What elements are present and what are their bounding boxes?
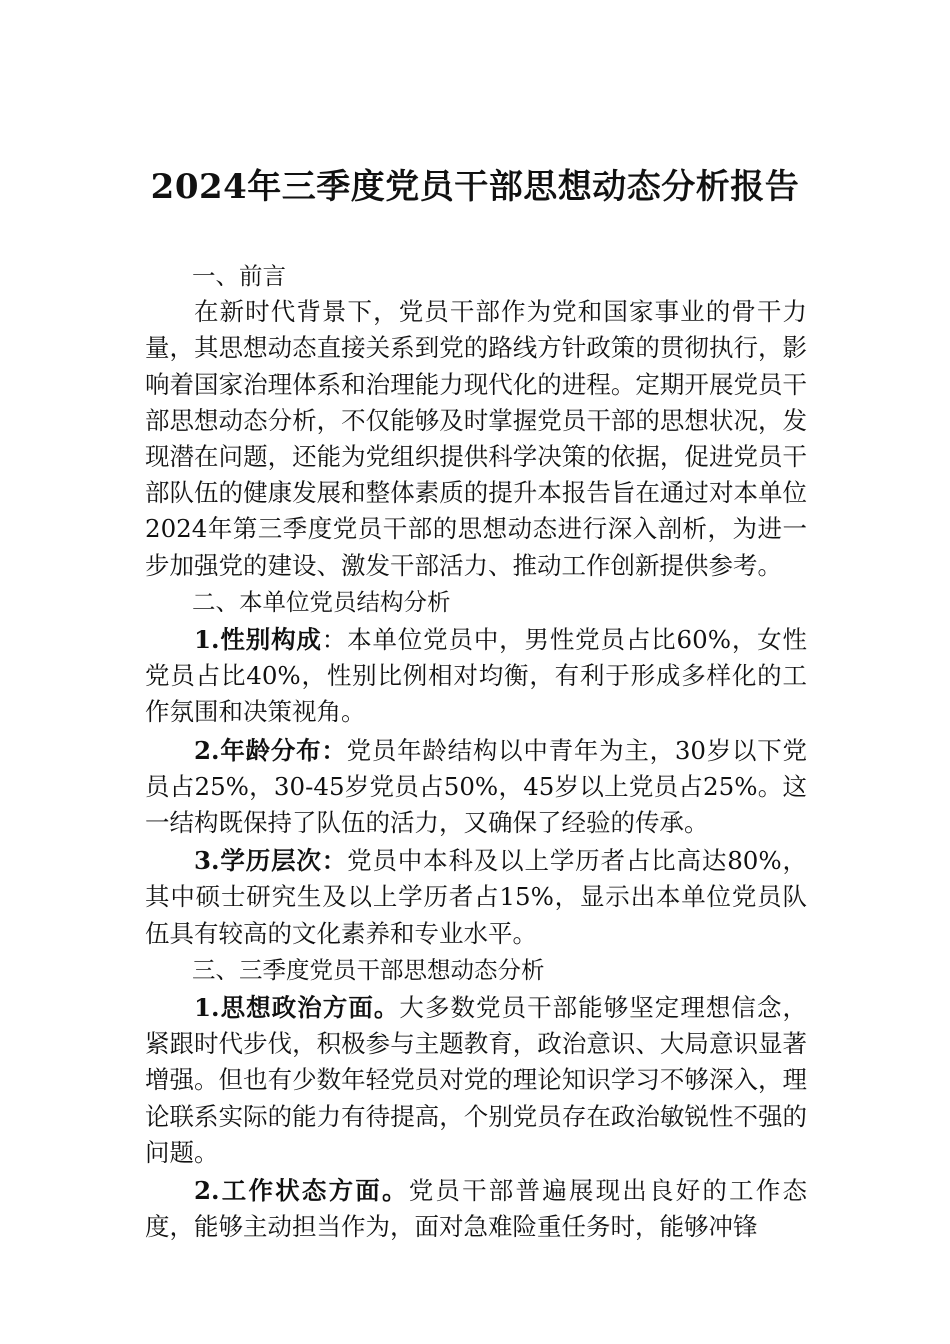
section-heading-intro: 一、前言 [192,262,286,290]
document-title: 2024年三季度党员干部思想动态分析报告 [150,167,800,207]
item-lead: 2.工作状态方面。 [194,1176,409,1206]
section-heading-structure: 二、本单位党员结构分析 [192,587,451,616]
analysis-item-political [145,990,807,1171]
item-text: 党员年龄结构以中青年为主，30岁以下党员占25%，30-45岁党员占50%，45岁以上党员占25%。这一结构既保持了队伍的活力，又确保了经验的传承。 [145,735,807,838]
item-lead: 1.思想政治方面。 [194,993,400,1023]
structure-item-gender [145,622,807,731]
item-text: 党员中本科及以上学历者占比高达80%，其中硕士研究生及以上学历者占15%，显示出本单位党员队伍具有较高的文化素养和专业水平。 [145,846,807,948]
intro-paragraph: 在新时代背景下，党员干部作为党和国家事业的骨干力量，其思想动态直接关系到党的路线方针政策的贯彻执行，影响着国家治理体系和治理能力现代化的进程。定期开展党员干部思想动态分析，不仅能够及时掌握党员干部的思想状况，发现潜在问题，还能为党组织提供科学决策的依据，促进党员干部队伍的健康发展和整体素质的提升本报告旨在通过对本单位2024年第三季度党员干部的思想动态进行深入剖析，为进一步加强党的建设、激发干部活力、推动工作创新提供参考。 [145,297,807,580]
item-lead: 1.性别构成 [194,625,322,655]
item-lead: 2.年龄分布： [194,735,347,765]
item-text: 大多数党员干部能够坚定理想信念，紧跟时代步伐，积极参与主题教育，政治意识、大局意识显著增强。但也有少数年轻党员对党的理论知识学习不够深入，理论联系实际的能力有待提高，个别党员存在政治敏锐性不强的问题。 [145,993,808,1167]
section-heading-analysis: 三、三季度党员干部思想动态分析 [192,955,545,984]
structure-item-education [145,843,807,952]
item-lead: 3.学历层次： [194,846,348,876]
analysis-item-work [145,1173,807,1245]
item-text: ：本单位党员中，男性党员占比60%，女性党员占比40%，性别比例相对均衡，有利于形成多样化的工作氛围和决策视角。 [145,625,807,727]
structure-item-age [145,733,807,842]
item-text: 党员干部普遍展现出良好的工作态度，能够主动担当作为，面对急难险重任务时，能够冲锋 [145,1176,807,1242]
document-body [145,258,807,1245]
